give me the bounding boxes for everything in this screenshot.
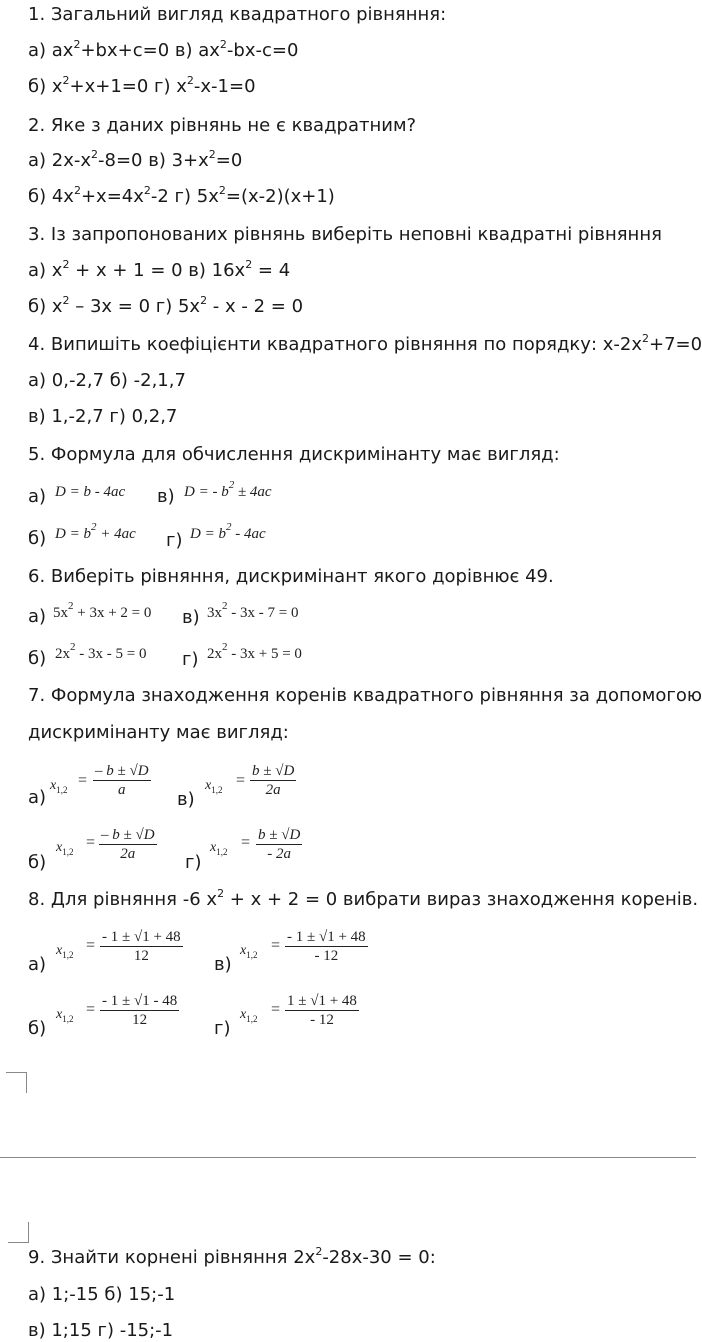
q1-options-ab: а) $ax^2+bx+c=0$ в) $ax^2-bx-c=0$ <box>28 38 299 61</box>
q8-var-g: $x_{1,2}$ <box>240 1007 258 1024</box>
q7-var-g: $x_{1,2}$ <box>210 840 228 857</box>
q8-eq-v: = <box>271 937 281 954</box>
q8-eq-g: = <box>271 1001 281 1018</box>
q8-frac-v: $\frac{- 1 \pm √1 + 48}{- 12}$ <box>287 929 366 964</box>
q8-label-g: г) <box>214 1018 231 1039</box>
q3-options-av: а) $x^2 + x + 1 = 0$ в) $16x^2 = 4$ <box>28 258 291 281</box>
q7-var-v: $x_{1,2}$ <box>205 778 223 795</box>
q7-label-a: а) <box>28 787 47 808</box>
q7-frac-a: $\frac{- b \pm √D}{a}$ <box>95 763 149 798</box>
q5-label-v: в) <box>157 486 175 507</box>
q5-formula-g: $D = b^2 - 4ac$ <box>190 521 266 542</box>
q7-label-b: б) <box>28 852 47 873</box>
q4-options-vg: в) 1,-2,7 г) 0,2,7 <box>28 406 178 427</box>
q3-options-bg: б) $x^2 - 3x = 0$ г) $5x^2 - x - 2 = 0$ <box>28 294 304 317</box>
q7-var-a: $x_{1,2}$ <box>50 778 68 795</box>
q8-eq-a: = <box>86 937 96 954</box>
q2-options-bg: б) $4x^2+x=4x^2-2$ г) $5x^2=(x-2)(x+1)$ <box>28 184 335 207</box>
q8-title: 8. Для рівняння -6 $x^2 + x + 2 = 0$ вибрати вираз знаходження коренів. <box>28 887 699 910</box>
q2-options-av: а) $2x-x^2-8=0$ в) $3+x^2=0$ <box>28 148 243 171</box>
q5-label-g: г) <box>166 530 183 551</box>
q4-options-ab: а) 0,-2,7 б) -2,1,7 <box>28 370 186 391</box>
page-corner-mark-2 <box>8 1222 29 1243</box>
q1-title: 1. Загальний вигляд квадратного рівняння: <box>28 4 447 25</box>
q6-title: 6. Виберіть рівняння, дискримінант якого дорівнює 49. <box>28 566 554 587</box>
q7-title: 7. Формула знаходження коренів квадратного рівняння за допомогою <box>28 685 702 706</box>
q8-label-a: а) <box>28 954 47 975</box>
q3-title: 3. Із запропонованих рівнянь виберіть неповні квадратні рівняння <box>28 224 662 245</box>
q7-label-g: г) <box>185 852 202 873</box>
q5-formula-v: D = - $b^2 \pm 4ac$ <box>184 479 272 500</box>
q8-frac-b: $\frac{- 1 \pm √1 - 48}{12}$ <box>102 993 178 1028</box>
q8-frac-g: $\frac{1 \pm √1 + 48}{- 12}$ <box>287 993 357 1028</box>
q7-eq-g: = <box>241 834 251 851</box>
q7-var-b: $x_{1,2}$ <box>56 840 74 857</box>
q9-title: 9. Знайти корнені рівняння $2x^2-28x-30 = 0$: <box>28 1245 436 1268</box>
q7-eq-a: = <box>78 772 88 789</box>
q7-title-cont: дискримінанту має вигляд: <box>28 722 289 743</box>
q6-label-v: в) <box>182 607 200 628</box>
q9-options-vg: в) 1;15 г) -15;-1 <box>28 1320 174 1341</box>
q6-label-g: г) <box>182 649 199 670</box>
q8-var-a: $x_{1,2}$ <box>56 943 74 960</box>
q5-formula-a: D = b - 4ac <box>55 484 126 500</box>
q8-label-v: в) <box>214 954 232 975</box>
q5-label-b: б) <box>28 528 47 549</box>
q7-frac-b: $\frac{- b \pm √D}{2a}$ <box>101 827 155 862</box>
q8-eq-b: = <box>86 1001 96 1018</box>
q6-label-a: а) <box>28 606 47 627</box>
q6-formula-v: $3x^2 - 3x - 7 = 0$ <box>207 600 299 621</box>
q2-title: 2. Яке з даних рівнянь не є квадратним? <box>28 115 417 136</box>
q6-formula-b: $2x^2 - 3x - 5 = 0$ <box>55 641 147 662</box>
q6-formula-g: $2x^2 - 3x + 5 = 0$ <box>207 641 302 662</box>
q7-frac-v: $\frac{b \pm √D}{2a}$ <box>252 763 295 798</box>
q1-options-bg: б) $x^2+x+1=0$ г) $x^2-x-1=0$ <box>28 74 256 97</box>
q7-frac-g: $\frac{b \pm √D}{- 2a}$ <box>258 827 301 862</box>
q9-options-ab: а) 1;-15 б) 15;-1 <box>28 1284 176 1305</box>
q5-title: 5. Формула для обчислення дискримінанту має вигляд: <box>28 444 560 465</box>
q8-frac-a: $\frac{- 1 \pm √1 + 48}{12}$ <box>102 929 181 964</box>
q7-label-v: в) <box>177 789 195 810</box>
q5-formula-b: $D = b^2 + 4ac$ <box>55 521 136 542</box>
q5-label-a: а) <box>28 486 47 507</box>
q8-var-v: $x_{1,2}$ <box>240 943 258 960</box>
q8-label-b: б) <box>28 1018 47 1039</box>
q6-label-b: б) <box>28 648 47 669</box>
page-corner-mark <box>6 1072 27 1093</box>
q6-formula-a: $5x^2 + 3x + 2 = 0$ <box>53 600 152 621</box>
q7-eq-b: = <box>86 834 96 851</box>
q4-title: 4. Випишіть коефіцієнти квадратного рівняння по порядку: $x-2x^2+7=0$ <box>28 332 702 355</box>
q8-var-b: $x_{1,2}$ <box>56 1007 74 1024</box>
q7-eq-v: = <box>236 772 246 789</box>
page-break-line <box>0 1157 696 1158</box>
